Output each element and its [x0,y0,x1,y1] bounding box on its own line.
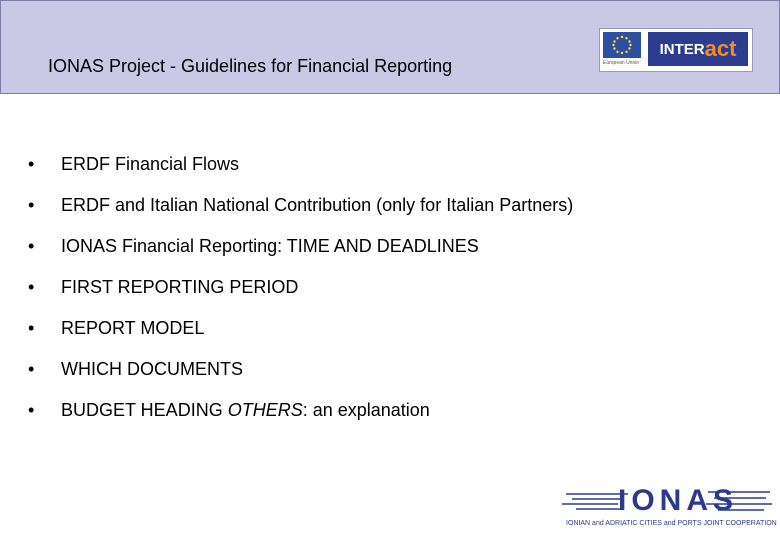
interact-wordmark [648,32,748,66]
bullet-item [28,272,573,313]
interact-suffix: act [704,36,737,61]
ionas-logo [558,484,776,536]
bullet-text: WHICH DOCUMENTS [61,359,243,379]
bullet-text: ERDF Financial Flows [61,154,240,174]
bullet-item [28,395,573,436]
bullet-marker: • [28,277,35,297]
bullet-item [28,231,573,272]
bullet-item [28,149,573,190]
bullet-item [28,313,573,354]
ionas-caption: IONIAN and ADRIATIC CITIES and PORTS JOINT COOPERATION [566,520,777,527]
page-title: IONAS Project - Guidelines for Financial Reporting [48,56,453,76]
interact-prefix: INTER [659,40,705,58]
bullet-text-before: BUDGET HEADING [61,400,228,420]
bullet-text: FIRST REPORTING PERIOD [61,277,299,297]
bullet-item [28,354,573,395]
bullet-marker: • [28,195,35,215]
bullet-marker: • [28,154,35,174]
bullet-marker: • [28,318,35,338]
bullet-text [61,395,430,436]
bullet-item [28,190,573,231]
bullet-marker: • [28,400,35,420]
ionas-wordmark: IONAS [618,484,739,517]
eu-caption: European Union [603,60,640,66]
bullet-text: IONAS Financial Reporting: TIME AND DEADLINES [61,236,479,256]
bullet-list [28,149,573,436]
bullet-marker: • [28,236,35,256]
interact-logo [599,28,753,72]
header-bar [0,0,780,94]
bullet-marker: • [28,359,35,379]
bullet-text-after: : an explanation [302,400,430,420]
bullet-text: ERDF and Italian National Contribution (only for Italian Partners) [61,195,574,215]
eu-flag-icon [603,32,641,58]
bullet-text-italic: OTHERS [227,400,303,420]
bullet-text: REPORT MODEL [61,318,205,338]
